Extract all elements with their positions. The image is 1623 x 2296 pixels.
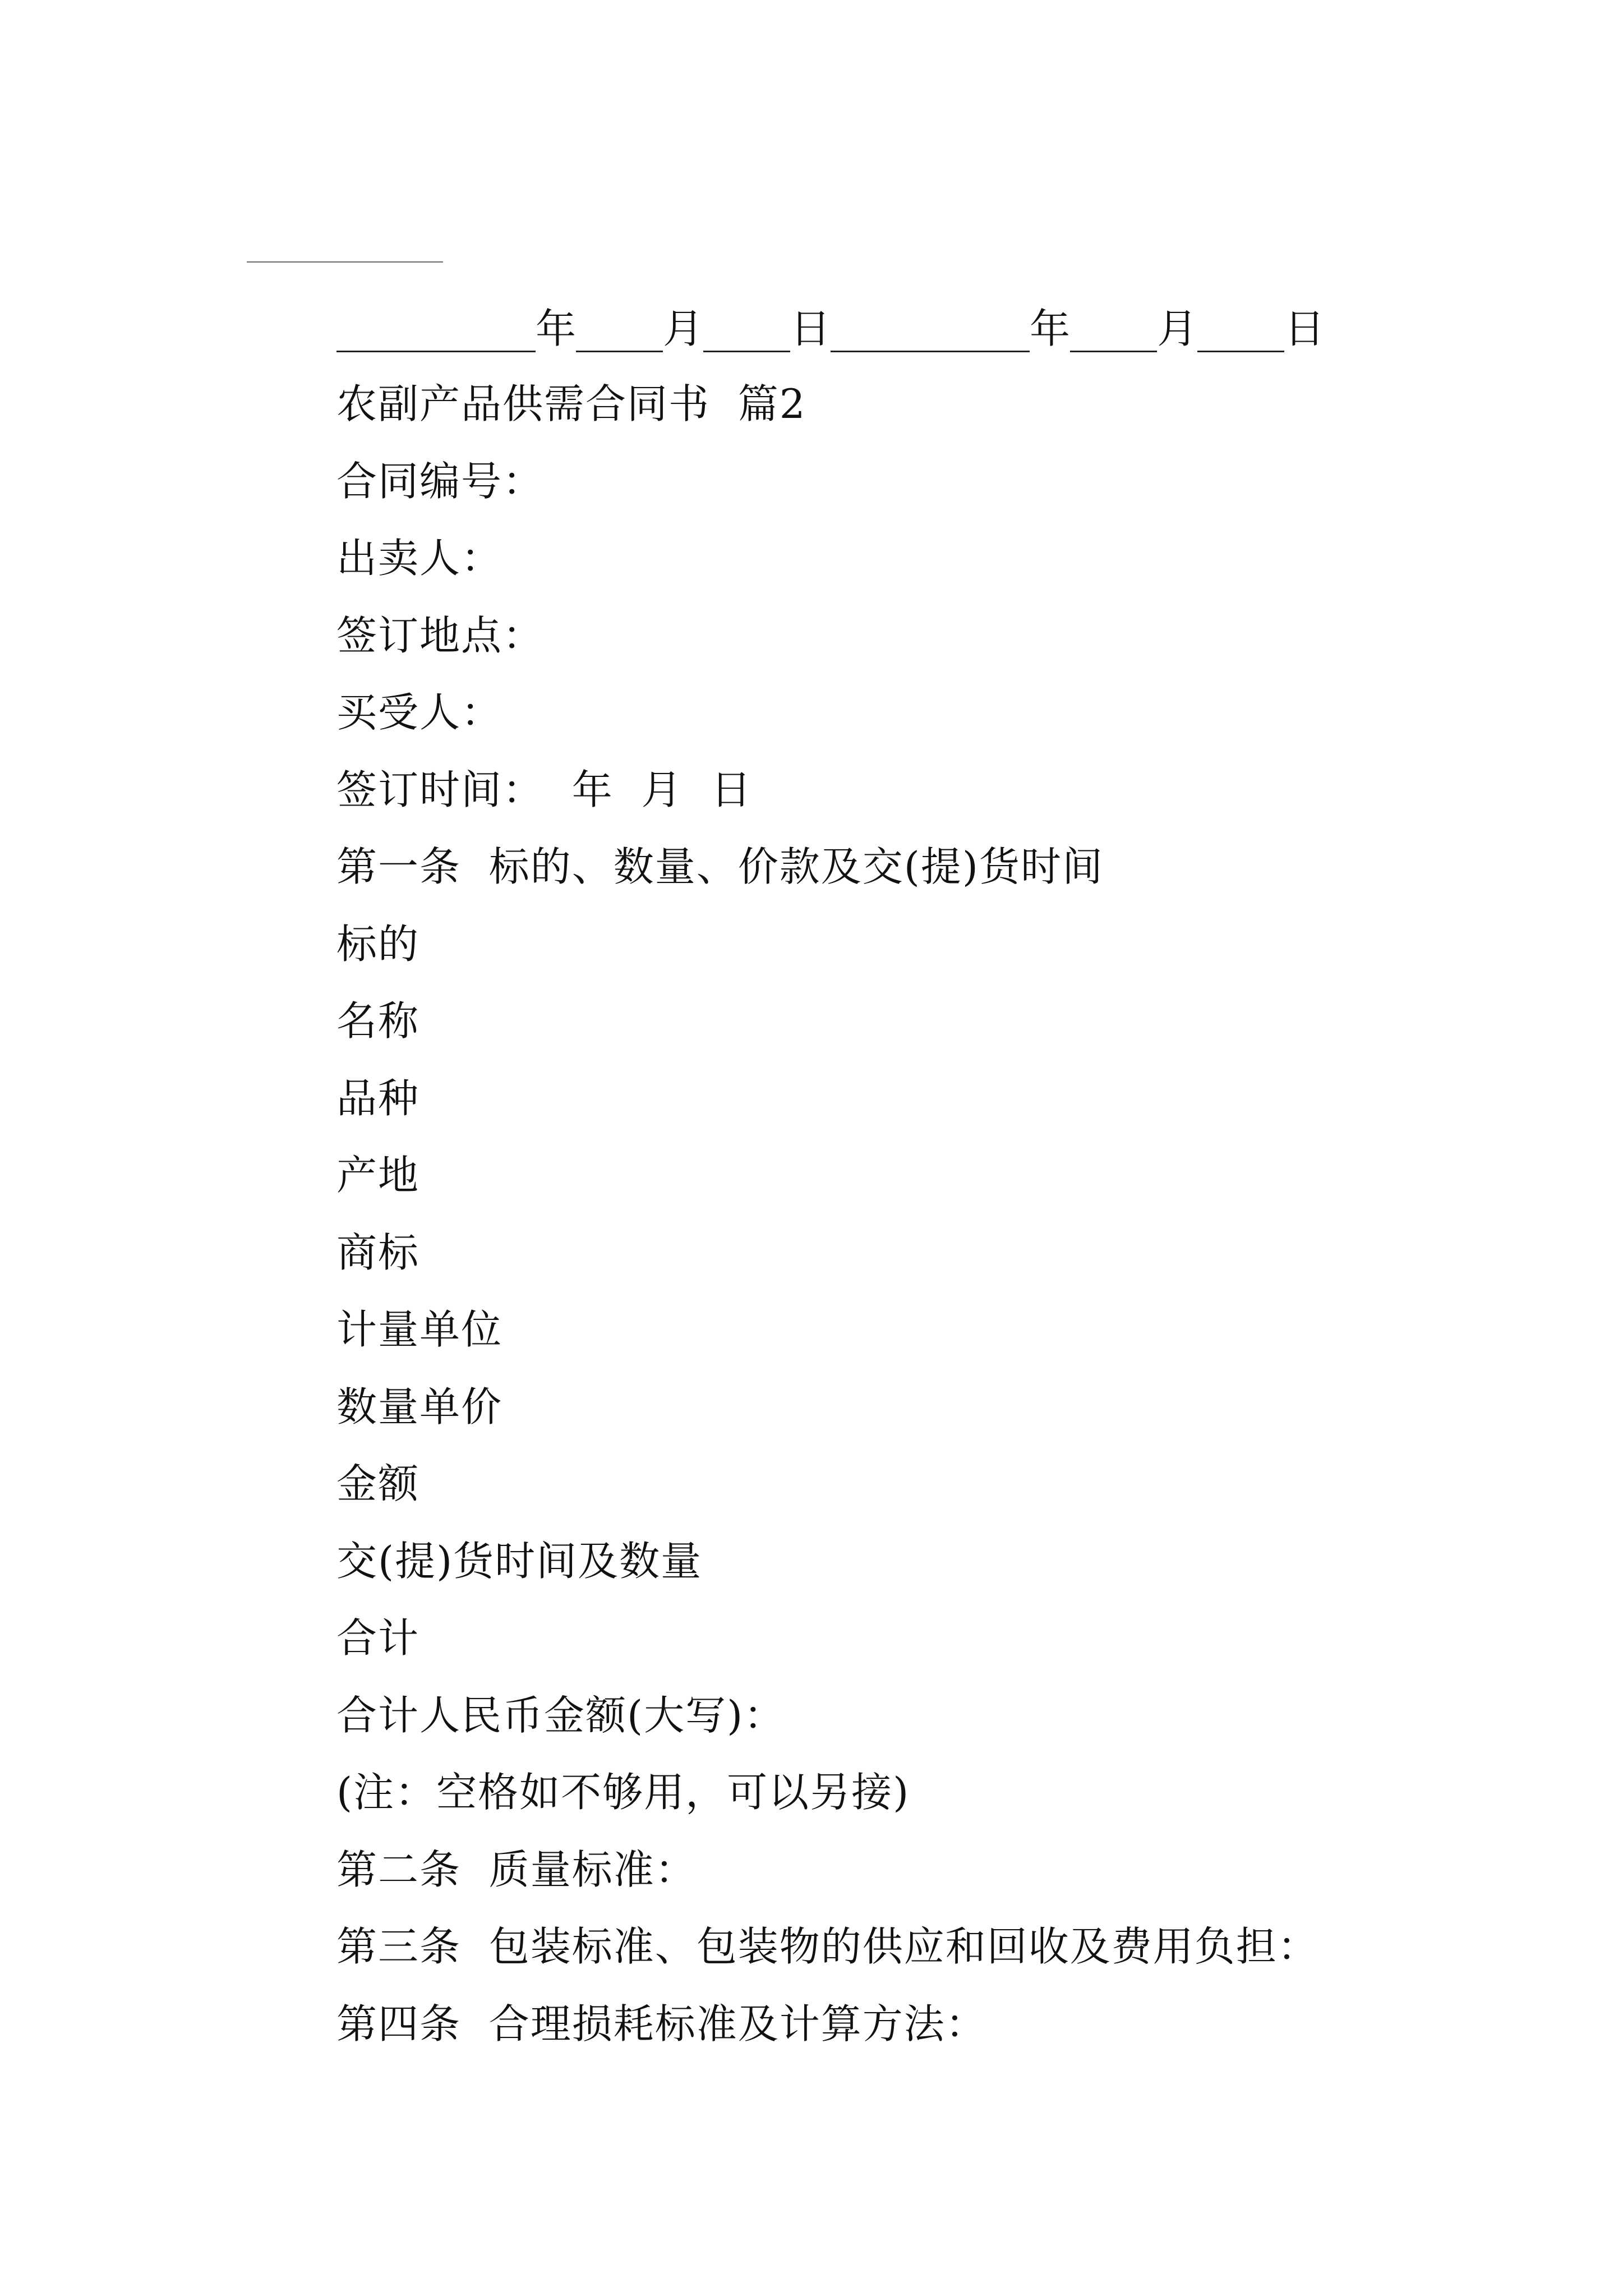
day-label-1: 日 xyxy=(790,305,831,352)
field-total: 合计 xyxy=(336,1614,420,1662)
month-label-1: 月 xyxy=(663,305,704,352)
field-variety: 品种 xyxy=(336,1074,420,1122)
document-title: 农副产品供需合同书 篇2 xyxy=(336,380,806,427)
field-delivery-time-quantity: 交(提)货时间及数量 xyxy=(336,1537,703,1585)
signing-time-label: 签订时间： 年 月 日 xyxy=(336,766,753,813)
signing-place-label: 签订地点： xyxy=(336,611,545,659)
header-rule xyxy=(247,261,443,263)
field-trademark: 商标 xyxy=(336,1228,420,1276)
field-quantity-unit-price: 数量单价 xyxy=(336,1383,503,1430)
article-3-heading: 第三条 包装标准、包装物的供应和回收及费用负担： xyxy=(336,1923,1319,1970)
total-rmb-label: 合计人民币金额(大写)： xyxy=(336,1691,786,1739)
article-2-heading: 第二条 质量标准： xyxy=(336,1846,697,1893)
month-blank-1[interactable] xyxy=(576,305,663,352)
contract-body xyxy=(336,366,1570,2063)
year-blank-2[interactable] xyxy=(831,305,1030,352)
year-label-1: 年 xyxy=(536,305,577,352)
day-blank-1[interactable] xyxy=(703,305,790,352)
field-name: 名称 xyxy=(336,997,420,1045)
field-subject: 标的 xyxy=(336,920,420,968)
field-amount: 金额 xyxy=(336,1460,420,1507)
contract-number-label: 合同编号： xyxy=(336,457,545,505)
seller-label: 出卖人： xyxy=(336,535,503,582)
month-label-2: 月 xyxy=(1157,305,1198,352)
field-unit-of-measure: 计量单位 xyxy=(336,1306,503,1353)
signature-date-line xyxy=(336,291,1325,352)
buyer-label: 买受人： xyxy=(336,689,503,736)
day-label-2: 日 xyxy=(1284,305,1325,352)
field-origin: 产地 xyxy=(336,1152,420,1199)
day-blank-2[interactable] xyxy=(1197,305,1284,352)
month-blank-2[interactable] xyxy=(1070,305,1157,352)
year-blank-1[interactable] xyxy=(336,305,536,352)
article-4-heading: 第四条 合理损耗标准及计算方法： xyxy=(336,2000,987,2047)
year-label-2: 年 xyxy=(1030,305,1071,352)
note-text: (注：空格如不够用，可以另接) xyxy=(336,1769,910,1816)
article-1-heading: 第一条 标的、数量、价款及交(提)货时间 xyxy=(336,843,1104,890)
